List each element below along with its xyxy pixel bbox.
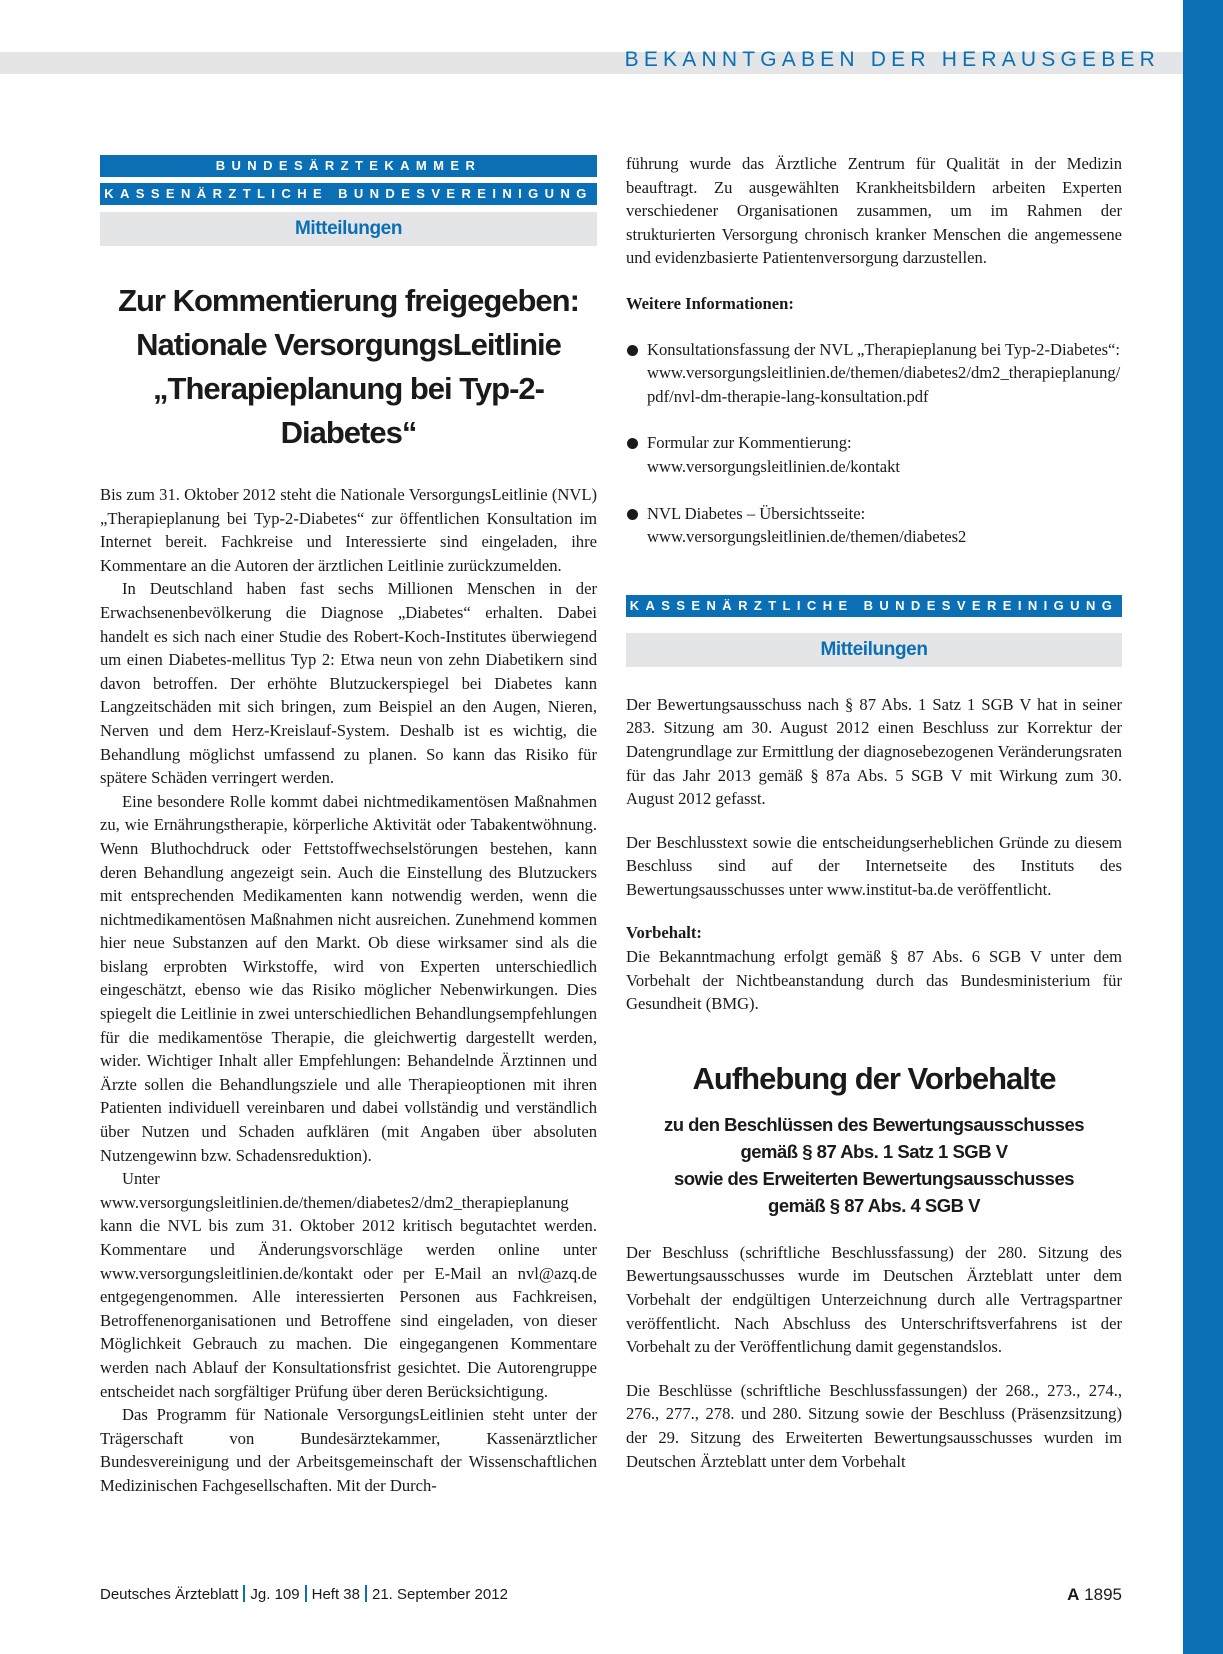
right-column xyxy=(626,152,1122,1473)
subhead-line-3: sowie des Erweiterten Bewertungsausschusses xyxy=(673,1167,1075,1189)
article-body xyxy=(100,483,597,1498)
reservation-heading: Vorbehalt: xyxy=(626,923,702,943)
body-paragraph: Eine besondere Rolle kommt dabei nichtmedikamentösen Maßnahmen zu, wie Ernährungstherapie, körperliche Aktivität oder Tabakentwöhnung. Wenn Bluthochdruck oder Fettstoffwechselstörungen bestehen, kann deren Behandlung angezeigt sein. Auch die Einstellung des Blutzuckers mit entsprechenden Medikamenten kann notwendig werden, wenn die nichtmedikamentösen Maßnahmen nicht ausreichen. Zunehmend kommen hier neue Substanzen auf den Markt. Ob diese wirksamer sind als die bislang erprobten Wirkstoffe, wird von Experten unterschiedlich eingeschätzt, ebenso wie das Risiko möglicher Nebenwirkungen. Dies spiegelt die Leitlinie in zwei unterschiedlichen Behandlungsempfehlungen für die medikamentöse Therapie, die gleichwertig dargestellt werden, wider. Wichtiger Inhalt aller Empfehlungen: Behandelnde Ärztinnen und Ärzte sollen die Behandlungsziele und alle Therapieoptionen mit ihren Patienten individuell vereinbaren und dabei vollständig und verständlich über Nutzen und Schaden aufklären (mit Angaben über absoluten Nutzengewinn bzw. Schadensreduktion). xyxy=(100,791,597,1165)
footer-issue: Heft 38 xyxy=(311,1586,360,1603)
rubric-label: Mitteilungen xyxy=(100,212,597,246)
footer-journal: Deutsches Ärzteblatt xyxy=(100,1586,239,1603)
continuation-paragraph: führung wurde das Ärztliche Zentrum für Qualität in der Medizin beauftragt. Zu ausgewählten Krankheitsbildern arbeiten Experten verschiedener Organisationen zusammen, um im Rahmen der strukturierten Versorgung chronisch kranker Menschen die angemessene und evidenzbasierte Patientenversorgung darzustellen. xyxy=(626,154,1122,268)
second-subheadline xyxy=(626,1111,1122,1219)
headline-line-2: Nationale VersorgungsLeitlinie xyxy=(136,327,561,362)
body-paragraph: Das Programm für Nationale VersorgungsLeitlinien steht unter der Trägerschaft von Bundesärztekammer, Kassenärztlicher Bundesvereinigung und der Arbeitsgemeinschaft der Wissenschaftlichen Medizinischen Fachgesellschaften. Mit der Durch- xyxy=(100,1405,597,1495)
info-item-text: NVL Diabetes – Übersichtsseite: xyxy=(647,503,866,523)
footer-citation xyxy=(100,1583,1122,1607)
info-item xyxy=(626,502,1122,549)
footer-page-number xyxy=(1067,1583,1122,1607)
publisher-label-kbv: KASSENÄRZTLICHE BUNDESVEREINIGUNG xyxy=(100,183,597,205)
article-headline xyxy=(100,279,597,455)
page-number: 1895 xyxy=(1084,1585,1122,1604)
headline-line-3: „Therapieplanung bei Typ-2-Diabetes“ xyxy=(153,371,544,450)
info-item xyxy=(626,431,1122,478)
body-paragraph: Die Beschlüsse (schriftliche Beschlussfassungen) der 268., 273., 274., 276., 277., 278. und 280. Sitzung sowie der Beschluss (Präsenzsitzung) der 29. Sitzung des Erweiterten Bewertungsausschusses wurden im Deutschen Ärzteblatt unter dem Vorbehalt xyxy=(626,1380,1122,1471)
subhead-line-2: gemäß § 87 Abs. 1 Satz 1 SGB V xyxy=(740,1140,1008,1162)
info-heading: Weitere Informationen: xyxy=(626,293,794,313)
page-footer xyxy=(100,1583,1122,1607)
body-paragraph: Der Beschlusstext sowie die entscheidungserheblichen Gründe zu diesem Beschluss sind auf der Internetseite des Instituts des Bewertungsausschusses unter www.institut-ba.de veröffentlicht. xyxy=(626,832,1122,899)
rubric-label-2: Mitteilungen xyxy=(626,633,1122,667)
subhead-line-1: zu den Beschlüssen des Bewertungsausschusses xyxy=(663,1113,1085,1135)
section-title: BEKANNTGABEN DER HERAUSGEBER xyxy=(624,48,1160,71)
info-list xyxy=(626,338,1122,549)
right-edge-bar xyxy=(1183,0,1223,1654)
info-item-text: Konsultationsfassung der NVL „Therapieplanung bei Typ-2-Diabetes“: xyxy=(647,339,1121,359)
info-item-url[interactable]: www.versorgungsleitlinien.de/themen/diabetes2/dm2_therapieplanung/pdf/nvl-dm-therapie-lang-konsultation.pdf xyxy=(647,363,1121,406)
footer-separator xyxy=(243,1585,245,1602)
body-paragraph: Unter www.versorgungsleitlinien.de/themen/diabetes2/dm2_therapieplanung kann die NVL bis zum 31. Oktober 2012 kritisch begutachtet werden. Kommentare und Änderungsvorschläge werden online unter www.versorgungsleitlinien.de/kontakt oder per E-Mail an nvl@azq.de entgegengenommen. Alle interessierten Personen aus Fachkreisen, Betroffenenorganisationen und Betroffene sind eingeladen, von dieser Möglichkeit Gebrauch zu machen. Die eingegangenen Kommentare werden nach Ablauf der Konsultationsfrist gesichtet. Die Autorengruppe entscheidet nach sorgfältiger Prüfung über deren Berücksichtigung. xyxy=(100,1169,597,1401)
body-paragraph: Bis zum 31. Oktober 2012 steht die Nationale VersorgungsLeitlinie (NVL) „Therapieplanung bei Typ-2-Diabetes“ zur öffentlichen Konsultation im Internet bereit. Fachkreise und Interessierte sind eingeladen, ihre Kommentare an die Autoren der ärztlichen Leitlinie zurückzumelden. xyxy=(100,485,597,575)
footer-volume: Jg. 109 xyxy=(250,1586,300,1603)
footer-date: 21. September 2012 xyxy=(372,1586,508,1603)
body-paragraph: In Deutschland haben fast sechs Millionen Menschen in der Erwachsenenbevölkerung die Diagnose „Diabetes“ erhalten. Dabei handelt es sich nach einer Studie des Robert-Koch-Institutes überwiegend um einen Diabetes-mellitus Typ 2: Etwa neun von zehn Diabetikern sind davon betroffen. Der erhöhte Blutzuckerspiegel bei Diabetes kann Langzeitschäden mit sich bringen, zum Beispiel an den Augen, Nieren, Nerven und dem Herz-Kreislauf-System. Deshalb ist es wichtig, die Behandlung möglichst umfassend zu planen. So kann das Risiko für spätere Schäden verringert werden. xyxy=(100,579,597,788)
publisher-label-baek: BUNDESÄRZTEKAMMER xyxy=(100,155,597,177)
subhead-line-4: gemäß § 87 Abs. 4 SGB V xyxy=(768,1194,980,1216)
body-paragraph: Der Bewertungsausschuss nach § 87 Abs. 1 Satz 1 SGB V hat in seiner 283. Sitzung am 30. August 2012 einen Beschluss zur Korrektur der Datengrundlage zur Ermittlung der diagnosebezogenen Veränderungsraten für das Jahr 2013 gemäß § 87a Abs. 5 SGB V mit Wirkung zum 30. August 2012 gefasst. xyxy=(626,694,1122,809)
publisher-label-kbv-2: KASSENÄRZTLICHE BUNDESVEREINIGUNG xyxy=(626,595,1122,617)
footer-separator xyxy=(305,1585,307,1602)
footer-separator xyxy=(365,1585,367,1602)
left-column xyxy=(100,155,597,1498)
page-prefix: A xyxy=(1067,1585,1080,1604)
second-headline: Aufhebung der Vorbehalte xyxy=(692,1060,1056,1096)
info-item-text: Formular zur Kommentierung: xyxy=(647,433,852,453)
headline-line-1: Zur Kommentierung freigegeben: xyxy=(118,283,579,318)
info-item xyxy=(626,338,1122,409)
info-item-url[interactable]: www.versorgungsleitlinien.de/kontakt xyxy=(647,456,901,476)
reservation-text: Die Bekanntmachung erfolgt gemäß § 87 Abs. 6 SGB V unter dem Vorbehalt der Nichtbeanstandung durch das Bundesministerium für Gesundheit (BMG). xyxy=(626,947,1122,1014)
body-paragraph: Der Beschluss (schriftliche Beschlussfassung) der 280. Sitzung des Bewertungsausschusses wurde im Deutschen Ärzteblatt unter dem Vorbehalt der endgültigen Unterzeichnung durch alle Vertragspartner veröffentlicht. Nach Abschluss des Unterschriftsverfahrens ist der Vorbehalt zu der Veröffentlichung damit gegenstandslos. xyxy=(626,1242,1122,1357)
info-item-url[interactable]: www.versorgungsleitlinien.de/themen/diabetes2 xyxy=(647,527,967,547)
